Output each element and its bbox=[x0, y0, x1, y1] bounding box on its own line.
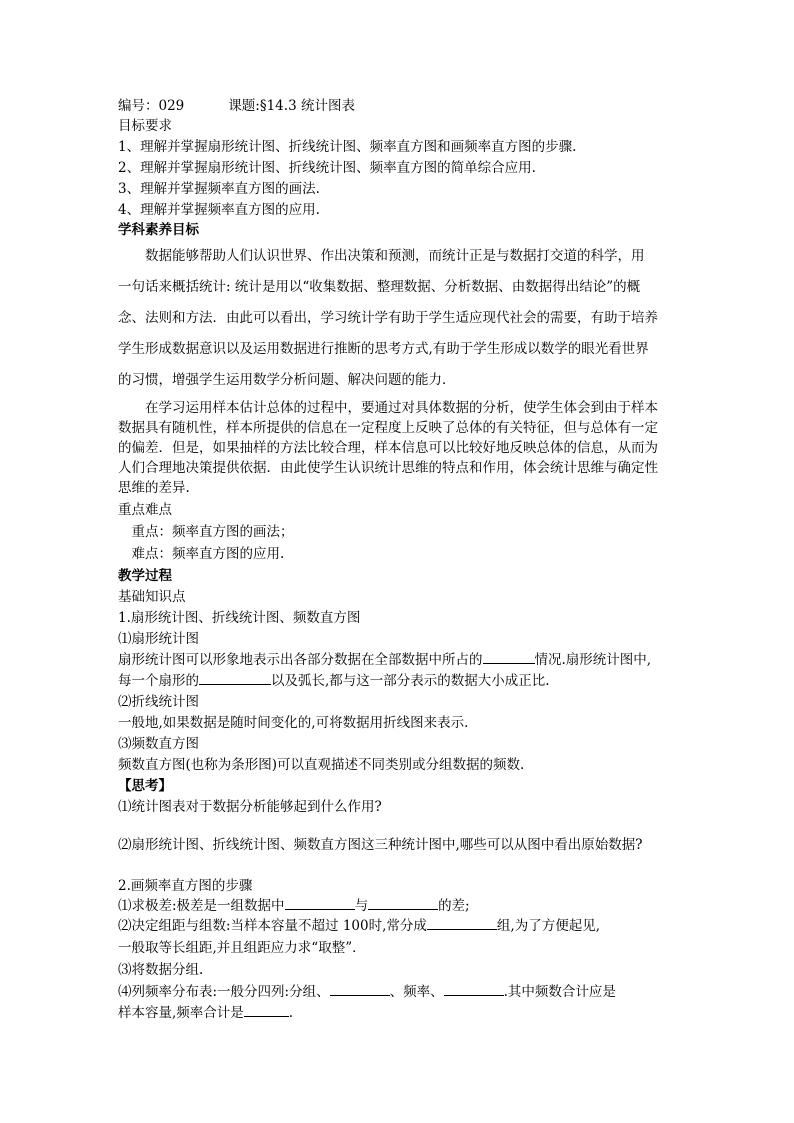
fill-blank-line bbox=[118, 982, 616, 1002]
doc-header bbox=[118, 96, 355, 116]
fill-blank-line bbox=[118, 896, 470, 916]
section-title: 2.画频率直方图的步骤 bbox=[118, 878, 253, 894]
basics-heading: 基础知识点 bbox=[118, 589, 186, 605]
answer-blank[interactable] bbox=[244, 1004, 289, 1017]
literacy-paragraph-line: 的偏差．但是，如果抽样的方法比较合理，样本信息可以比较好地反映总体的信息，从而为 bbox=[118, 440, 658, 456]
fill-blank-line bbox=[118, 916, 600, 936]
keypoint-difficulty: 难点：频率直方图的应用. bbox=[118, 546, 285, 562]
literacy-paragraph-line: 念、法则和方法．由此可以看出，学习统计学有助于学生适应现代社会的需要，有助于培养 bbox=[118, 310, 658, 326]
literacy-paragraph-line: 数据能够帮助人们认识世界、作出决策和预测，而统计正是与数据打交道的科学，用 bbox=[118, 248, 645, 264]
goals-heading: 目标要求 bbox=[118, 118, 172, 134]
goal-item: 4、理解并掌握频率直方图的应用. bbox=[118, 202, 320, 218]
body-line: 一般取等长组距,并且组距应力求“取整”． bbox=[118, 940, 366, 956]
question: ⑵扇形统计图、折线统计图、频数直方图这三种统计图中,哪些可以从图中看出原始数据? bbox=[118, 837, 643, 853]
literacy-paragraph-line: 一句话来概括统计: 统计是用以“收集数据、整理数据、分析数据、由数据得出结论”的概 bbox=[118, 279, 641, 295]
text-segment: ⑷列频率分布表:一般分四列:分组、 bbox=[118, 984, 330, 1000]
doc-number: 编号：029 bbox=[118, 98, 185, 114]
body-line: ⑶将数据分组. bbox=[118, 962, 204, 978]
fill-blank-line bbox=[118, 671, 550, 691]
literacy-heading: 学科素养目标 bbox=[118, 222, 199, 238]
process-heading: 教学过程 bbox=[118, 568, 172, 584]
text-segment: 样本容量,频率合计是 bbox=[118, 1005, 244, 1021]
literacy-paragraph-line: 的习惯，增强学生运用数学分析问题、解决问题的能力． bbox=[118, 372, 456, 388]
text-segment: 组,为了方便起见, bbox=[496, 918, 600, 934]
answer-blank[interactable] bbox=[199, 672, 271, 685]
answer-blank[interactable] bbox=[483, 651, 535, 664]
body-line: 频数直方图(也称为条形图)可以直观描述不同类别或分组数据的频数. bbox=[118, 757, 525, 773]
answer-blank[interactable] bbox=[444, 983, 504, 996]
goal-item: 2、理解并掌握扇形统计图、折线统计图、频率直方图的简单综合应用. bbox=[118, 160, 536, 176]
literacy-paragraph-line: 在学习运用样本估计总体的过程中，要通过对具体数据的分析，使学生体会到由于样本 bbox=[118, 400, 658, 416]
body-line: 一般地,如果数据是随时间变化的,可将数据用折线图来表示. bbox=[118, 715, 469, 731]
text-segment: 每一个扇形的 bbox=[118, 673, 199, 689]
fill-blank-line bbox=[118, 1003, 293, 1023]
answer-blank[interactable] bbox=[368, 897, 438, 910]
text-segment: 情况.扇形统计图中, bbox=[534, 652, 652, 668]
text-segment: 与 bbox=[354, 898, 369, 914]
answer-blank[interactable] bbox=[427, 917, 497, 930]
keypoint-focus: 重点：频率直方图的画法； bbox=[118, 524, 294, 540]
text-segment: 、频率、 bbox=[389, 984, 444, 1000]
subsection-title: ⑵折线统计图 bbox=[118, 694, 199, 710]
literacy-paragraph-line: 学生形成数据意识以及运用数据进行推断的思考方式,有助于学生形成以数学的眼光看世界 bbox=[118, 341, 649, 357]
section-title: 1.扇形统计图、折线统计图、频数直方图 bbox=[118, 610, 361, 626]
answer-blank[interactable] bbox=[330, 983, 390, 996]
text-segment: 以及弧长,都与这一部分表示的数据大小成正比. bbox=[271, 673, 550, 689]
text-segment: .其中频数合计应是 bbox=[503, 984, 616, 1000]
literacy-paragraph-line: 数据具有随机性，样本所提供的信息在一定程度上反映了总体的有关特征，但与总体有一定 bbox=[118, 420, 658, 436]
text-segment: ⑵决定组距与组数:当样本容量不超过 100时,常分成 bbox=[118, 918, 427, 934]
topic-label: 课题: bbox=[228, 98, 260, 114]
think-heading: 【思考】 bbox=[118, 778, 172, 794]
question: ⑴统计图表对于数据分析能够起到什么作用? bbox=[118, 799, 382, 815]
answer-blank[interactable] bbox=[285, 897, 355, 910]
literacy-paragraph-line: 思维的差异. bbox=[118, 480, 190, 496]
subsection-title: ⑴扇形统计图 bbox=[118, 631, 199, 647]
text-segment: . bbox=[288, 1005, 294, 1021]
text-segment: 的差; bbox=[438, 898, 470, 914]
text-segment: ⑴求极差:极差是一组数据中 bbox=[118, 898, 285, 914]
subsection-title: ⑶频数直方图 bbox=[118, 736, 199, 752]
literacy-paragraph-line: 人们合理地决策提供依据．由此使学生认识统计思维的特点和作用，体会统计思维与确定性 bbox=[118, 460, 658, 476]
text-segment: 扇形统计图可以形象地表示出各部分数据在全部数据中所占的 bbox=[118, 652, 483, 668]
fill-blank-line bbox=[118, 650, 651, 670]
doc-topic: §14.3 统计图表 bbox=[259, 98, 355, 114]
goal-item: 3、理解并掌握频率直方图的画法. bbox=[118, 181, 320, 197]
keypoints-heading: 重点难点 bbox=[118, 502, 172, 518]
goal-item: 1、理解并掌握扇形统计图、折线统计图、频率直方图和画频率直方图的步骤. bbox=[118, 139, 577, 155]
